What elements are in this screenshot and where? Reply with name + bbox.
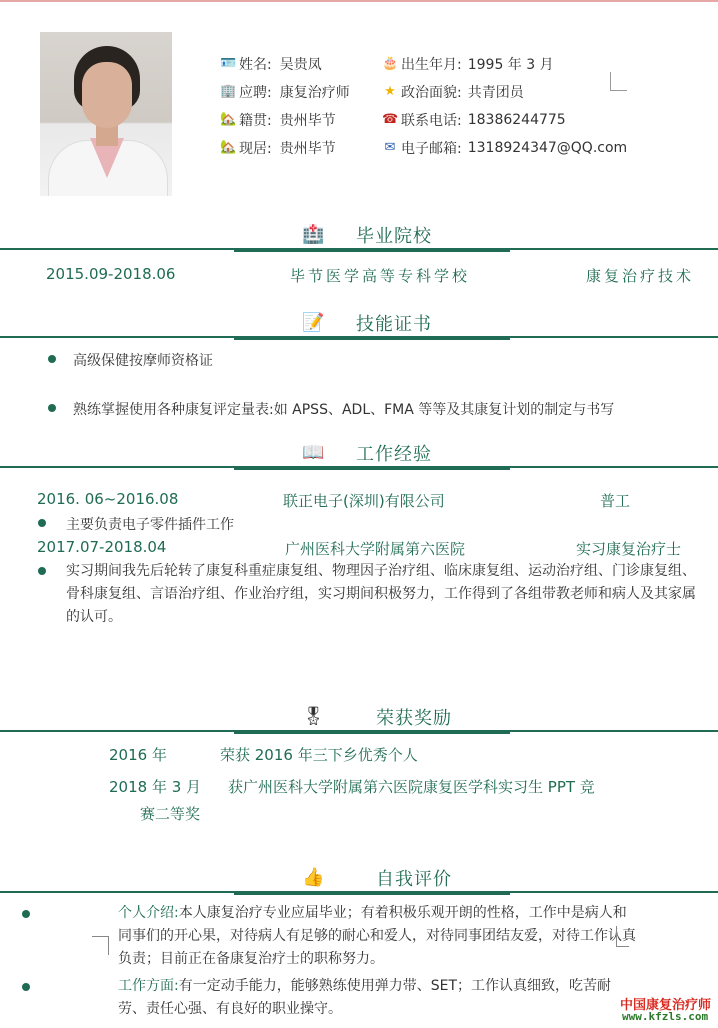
position-label: 应聘: [239, 85, 272, 101]
star-icon: ★ [384, 84, 396, 99]
self-eval-intro [118, 902, 638, 971]
experience-period: 2017.07-2018.04 [37, 538, 167, 556]
watermark-title: 中国康复治疗师 [620, 998, 712, 1013]
award-desc: 荣获 2016 年三下乡优秀个人 [220, 746, 418, 764]
email-label: 电子邮箱: [401, 141, 462, 157]
birth-value: 1995 年 3 月 [467, 57, 554, 73]
decorative-corner [610, 72, 627, 91]
profile-name-row [220, 54, 322, 74]
experience-company: 广州医科大学附属第六医院 [285, 540, 466, 558]
certificate-item: 高级保健按摩师资格证 [73, 353, 213, 369]
section-header-awards [0, 702, 718, 742]
medal-icon: 🎖 [302, 706, 325, 727]
experience-desc: 实习期间我先后轮转了康复科重症康复组、物理因子治疗组、临床康复组、运动治疗组、门诊康复组、骨科康复组、言语治疗组、作业治疗组，实习期间积极努力，工作得到了各组带教老师和病人及其家属的认可。 [66, 563, 696, 625]
birth-label: 出生年月: [401, 57, 462, 73]
page-top-border [0, 0, 718, 2]
self-eval-bullet [22, 910, 30, 918]
self-eval-text: 有一定动手能力，能够熟练使用弹力带、SET；工作认真细致，吃苦耐劳、责任心强、有良好的职业操守。 [118, 978, 612, 1017]
decorative-bracket [616, 926, 629, 947]
politics-value: 共青团员 [467, 85, 524, 101]
self-eval-label: 个人介绍: [118, 905, 179, 921]
certificate-bullet [48, 404, 56, 412]
profile-birth-row [382, 54, 554, 74]
self-eval-work [118, 975, 638, 1021]
experience-period: 2016. 06~2016.08 [37, 490, 179, 508]
origin-value: 贵州毕节 [279, 113, 336, 129]
section-title-awards: 荣获奖励 [376, 708, 452, 729]
residence-label: 现居: [239, 141, 272, 157]
profile-residence-row [220, 138, 336, 158]
hospital-icon: 🏥 [302, 224, 325, 245]
certificate-bullet [48, 355, 56, 363]
origin-label: 籍贯: [239, 113, 272, 129]
education-school: 毕节医学高等专科学校 [290, 267, 471, 285]
self-eval-label: 工作方面: [118, 978, 179, 994]
experience-desc: 主要负责电子零件插件工作 [66, 517, 234, 533]
profile-position-row [220, 82, 350, 102]
name-label: 姓名: [239, 57, 272, 73]
section-header-school [0, 220, 718, 260]
email-icon: ✉ [384, 140, 396, 155]
profile-phone-row [382, 110, 566, 130]
experience-company: 联正电子(深圳)有限公司 [283, 492, 445, 510]
award-date: 2016 年 [109, 746, 167, 764]
thumbs-up-icon: 👍 [302, 867, 325, 888]
cake-icon: 🎂 [382, 56, 399, 71]
self-eval-text: 本人康复治疗专业应届毕业；有着积极乐观开朗的性格，工作中是病人和同事们的开心果，对待病人有足够的耐心和爱人，对待同事团结友爱，对待工作认真负责；目前正在备康复治疗士的职称努力。 [118, 905, 636, 967]
section-title-certificates: 技能证书 [356, 314, 432, 335]
section-header-self-eval [0, 863, 718, 903]
profile-politics-row [382, 82, 524, 102]
memo-icon: 📝 [302, 312, 325, 333]
education-period: 2015.09-2018.06 [46, 265, 176, 283]
self-eval-bullet [22, 983, 30, 991]
decorative-bracket [92, 936, 109, 955]
watermark-url: www.kfzls.com [622, 1010, 709, 1023]
award-date: 2018 年 3 月 [109, 778, 202, 796]
telephone-icon: ☎ [382, 112, 399, 127]
book-icon: 📖 [302, 442, 325, 463]
section-header-certificates [0, 308, 718, 348]
experience-bullet [38, 519, 46, 527]
experience-bullet [38, 567, 46, 575]
award-desc-continued: 赛二等奖 [140, 805, 201, 823]
section-title-self-eval: 自我评价 [376, 869, 452, 890]
residence-value: 贵州毕节 [279, 141, 336, 157]
profile-email-row [382, 138, 627, 158]
building-icon: 🏢 [220, 84, 237, 99]
profile-photo [40, 32, 172, 196]
certificate-item: 熟练掌握使用各种康复评定量表:如 APSS、ADL、FMA 等等及其康复计划的制定与书写 [73, 402, 615, 418]
profile-origin-row [220, 110, 336, 130]
email-value: 1318924347@QQ.com [467, 140, 628, 156]
position-value: 康复治疗师 [279, 85, 350, 101]
section-header-experience [0, 438, 718, 478]
experience-role: 实习康复治疗士 [576, 540, 682, 558]
section-title-school: 毕业院校 [356, 226, 432, 247]
name-value: 吴贵凤 [279, 57, 322, 73]
experience-role: 普工 [600, 492, 631, 510]
house-icon: 🏡 [220, 140, 237, 155]
politics-label: 政治面貌: [401, 85, 462, 101]
phone-value: 18386244775 [467, 112, 566, 128]
section-title-experience: 工作经验 [356, 444, 432, 465]
house-icon: 🏡 [220, 112, 237, 127]
phone-label: 联系电话: [401, 113, 462, 129]
education-major: 康复治疗技术 [586, 267, 695, 285]
person-badge-icon: 🪪 [220, 56, 237, 71]
award-desc: 获广州医科大学附属第六医院康复医学科实习生 PPT 竞 [228, 778, 595, 796]
